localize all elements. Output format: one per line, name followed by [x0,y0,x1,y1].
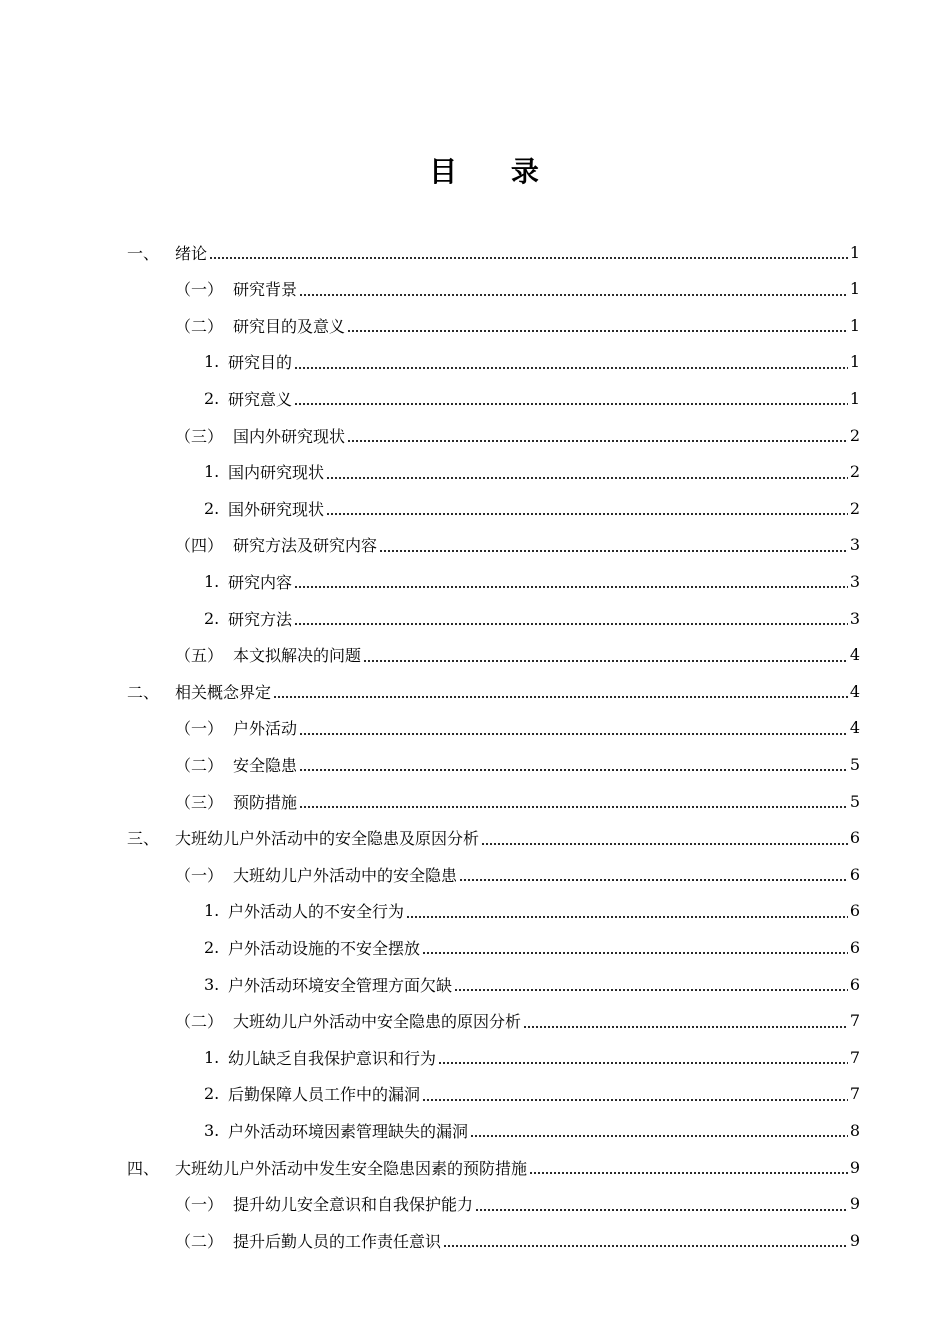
toc-entry-title: 提升后勤人员的工作责任意识 [233,1231,442,1251]
toc-entry-number: 2. [204,937,220,957]
toc-entry-page: 2 [849,462,860,482]
toc-entry-page: 6 [849,937,860,957]
toc-leader-dots [299,720,848,736]
toc-entry[interactable] [175,637,860,673]
toc-entry-page: 7 [849,1047,860,1067]
toc-entry-number: 1. [204,901,220,921]
toc-entry-page: 9 [849,1230,860,1250]
toc-entry-title: 研究方法 [228,609,293,629]
toc-entry-number: （二） [175,1231,224,1251]
toc-entry-page: 3 [849,571,860,591]
toc-entry[interactable] [204,600,860,636]
toc-entry[interactable] [175,307,860,343]
toc-leader-dots [475,1196,848,1212]
toc-entry-title: 研究方法及研究内容 [233,536,378,556]
toc-entry-page: 5 [849,791,860,811]
toc-leader-dots [326,500,848,516]
page-title: 目 录 [429,155,561,188]
toc-entry-number: （一） [175,719,224,739]
toc-leader-dots [363,647,848,663]
toc-leader-dots [347,427,848,443]
toc-entry-page: 6 [849,974,860,994]
toc-entry-title: 大班幼儿户外活动中的安全隐患及原因分析 [175,829,480,849]
toc-entry[interactable] [204,966,860,1002]
toc-entry[interactable] [175,417,860,453]
toc-entry-title: 大班幼儿户外活动中安全隐患的原因分析 [233,1012,522,1032]
toc-entry-title: 国内外研究现状 [233,426,346,446]
toc-entry-number: 1. [204,571,220,591]
toc-entry[interactable] [175,527,860,563]
toc-entry[interactable] [204,929,860,965]
toc-entry-number: （一） [175,865,224,885]
toc-leader-dots [379,537,848,553]
toc-entry-page: 3 [849,535,860,555]
toc-entry[interactable] [204,454,860,490]
toc-entry-number: （二） [175,755,224,775]
toc-entry-title: 户外活动环境因素管理缺失的漏洞 [228,1121,469,1141]
toc-leader-dots [299,793,848,809]
toc-entry-title: 提升幼儿安全意识和自我保护能力 [233,1195,474,1215]
toc-entry-page: 4 [849,681,860,701]
toc-entry-title: 安全隐患 [233,755,298,775]
toc-entry[interactable] [204,893,860,929]
toc-entry-number: 一、 [127,243,160,263]
toc-entry[interactable] [204,490,860,526]
toc-entry-page: 9 [849,1194,860,1214]
toc-leader-dots [481,830,848,846]
toc-leader-dots [470,1122,848,1138]
toc-entry-title: 研究背景 [233,280,298,300]
toc-entry-title: 国外研究现状 [228,499,325,519]
toc-entry-number: 1. [204,1047,220,1067]
toc-leader-dots [273,683,848,699]
toc-entry-number: 三、 [127,829,160,849]
toc-entry-title: 研究内容 [228,572,293,592]
toc-leader-dots [299,281,848,297]
toc-entry-page: 3 [849,608,860,628]
toc-leader-dots [406,903,848,919]
toc-entry-number: （四） [175,536,224,556]
toc-entry[interactable] [175,1186,860,1222]
toc-leader-dots [294,573,848,589]
toc-leader-dots [459,866,848,882]
toc-entry-number: 3. [204,1120,220,1140]
toc-entry-page: 1 [849,352,860,372]
toc-entry-number: 1. [204,462,220,482]
toc-entry-page: 7 [849,1011,860,1031]
toc-entry-number: （一） [175,1195,224,1215]
toc-entry-title: 相关概念界定 [175,682,272,702]
toc-entry-number: （五） [175,646,224,666]
toc-entry-page: 8 [849,1120,860,1140]
toc-entry-page: 1 [849,388,860,408]
toc-entry[interactable] [204,563,860,599]
toc-leader-dots [422,1086,848,1102]
toc-entry-number: 二、 [127,682,160,702]
toc-leader-dots [294,390,848,406]
toc-entry-number: 2. [204,608,220,628]
toc-entry-number: （三） [175,426,224,446]
toc-leader-dots [299,756,848,772]
toc-entry[interactable] [175,783,860,819]
toc-leader-dots [443,1232,848,1248]
toc-entry-title: 大班幼儿户外活动中发生安全隐患因素的预防措施 [175,1158,528,1178]
toc-entry-number: 2. [204,388,220,408]
toc-entry-page: 6 [849,864,860,884]
toc-entry-title: 绪论 [175,243,208,263]
toc-leader-dots [294,354,848,370]
toc-entry-page: 1 [849,279,860,299]
toc-entry[interactable] [204,1039,860,1075]
toc-entry-title: 预防措施 [233,792,298,812]
toc-entry-page: 1 [849,315,860,335]
toc-entry-title: 户外活动设施的不安全摆放 [228,938,421,958]
toc-entry-number: （二） [175,1012,224,1032]
toc-entry-page: 4 [849,718,860,738]
toc-entry-page: 5 [849,754,860,774]
toc-entry[interactable] [127,234,860,270]
toc-entry-number: （三） [175,792,224,812]
toc-entry-page: 6 [849,901,860,921]
toc-entry-number: 3. [204,974,220,994]
toc-entry-page: 6 [849,828,860,848]
toc-entry-number: 2. [204,1084,220,1104]
toc-entry[interactable] [175,710,860,746]
toc-entry-title: 户外活动人的不安全行为 [228,902,405,922]
toc-entry-page: 1 [849,242,860,262]
toc-entry-page: 4 [849,645,860,665]
toc-leader-dots [529,1159,848,1175]
toc-entry[interactable] [204,344,860,380]
toc-entry-page: 2 [849,498,860,518]
toc-entry-title: 国内研究现状 [228,463,325,483]
toc-entry-title: 户外活动环境安全管理方面欠缺 [228,975,453,995]
toc-entry-number: 四、 [127,1158,160,1178]
toc-entry-title: 后勤保障人员工作中的漏洞 [228,1085,421,1105]
toc-entry-title: 大班幼儿户外活动中的安全隐患 [233,865,458,885]
toc-entry-number: 1. [204,352,220,372]
toc-entry-number: （二） [175,316,224,336]
toc-entry-title: 研究目的 [228,353,293,373]
toc-entry[interactable] [175,856,860,892]
toc-leader-dots [523,1013,848,1029]
toc-leader-dots [326,464,848,480]
toc-leader-dots [454,976,848,992]
toc-leader-dots [422,939,848,955]
toc-entry-number: （一） [175,280,224,300]
toc-entry-title: 研究目的及意义 [233,316,346,336]
toc-entry-page: 7 [849,1084,860,1104]
toc-entry[interactable] [204,1076,860,1112]
toc-entry[interactable] [204,380,860,416]
toc-entry[interactable] [175,1003,860,1039]
toc-entry-page: 2 [849,425,860,445]
toc-entry-page: 9 [849,1157,860,1177]
toc-entry[interactable] [204,1112,860,1148]
toc-entry-title: 幼儿缺乏自我保护意识和行为 [228,1048,437,1068]
toc-entry-title: 户外活动 [233,719,298,739]
toc-entry[interactable] [127,673,860,709]
toc-leader-dots [438,1049,848,1065]
toc-entry[interactable] [127,820,860,856]
toc-entry[interactable] [175,271,860,307]
toc-leader-dots [294,610,848,626]
toc-entry[interactable] [175,1222,860,1258]
toc-entry-title: 本文拟解决的问题 [233,646,362,666]
toc-leader-dots [347,317,848,333]
toc-entry[interactable] [175,746,860,782]
toc-leader-dots [209,244,848,260]
toc-entry-number: 2. [204,498,220,518]
toc-entry-title: 研究意义 [228,389,293,409]
toc-entry[interactable] [127,1149,860,1185]
